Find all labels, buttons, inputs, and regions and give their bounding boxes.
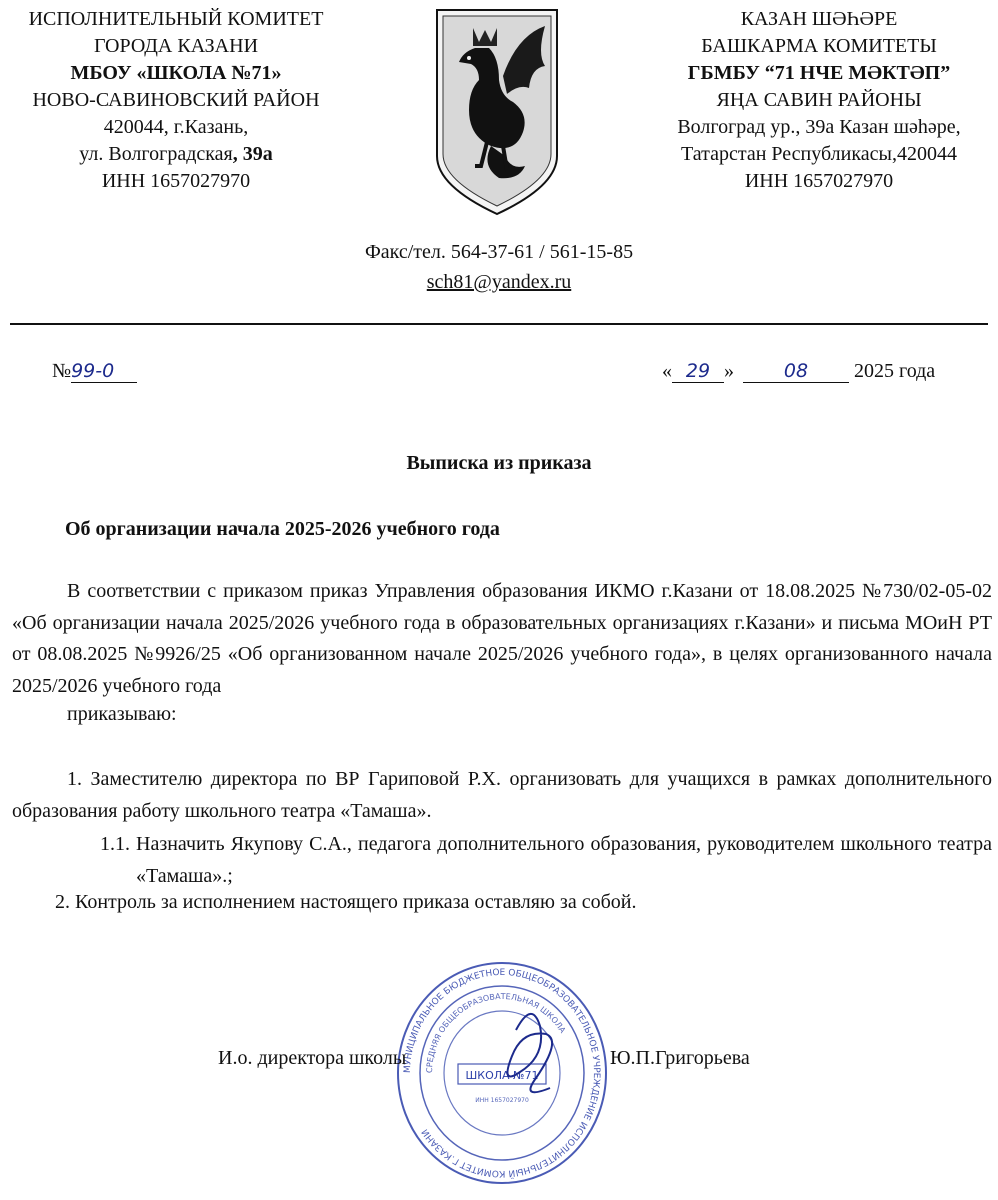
left-org-line2: ГОРОДА КАЗАНИ — [93, 35, 259, 57]
right-republic: Татарстан Республикасы,420044 — [681, 143, 957, 165]
left-postal: 420044, г.Казань, — [103, 116, 249, 138]
order-item-1-1-number: 1.1. — [100, 833, 130, 855]
document-subject: Об организации начала 2025-2026 учебного года — [65, 518, 500, 540]
right-address: Волгоград ур., 39а Казан шәһәре, — [677, 116, 961, 138]
signer-name: Ю.П.Григорьева — [610, 1047, 750, 1069]
number-label: № — [52, 360, 72, 382]
order-item-1-1-text: Назначить Якупову С.А., педагога дополнительного образования, руководителем школьного театра «Тамаша».; — [136, 833, 992, 887]
date-day: 29 — [672, 360, 724, 383]
right-school-name: ГБМБУ “71 НЧЕ МӘКТӘП” — [687, 62, 951, 84]
header-divider — [10, 323, 988, 325]
header-left — [0, 6, 352, 195]
header-right — [640, 6, 998, 195]
right-org-line2: БАШКАРМА КОМИТЕТЫ — [701, 35, 937, 57]
left-street: ул. Волгоградская, 39а — [79, 143, 273, 165]
kazan-coat-of-arms-icon — [433, 6, 561, 218]
right-inn: ИНН 1657027970 — [744, 170, 894, 192]
left-school-name: МБОУ «ШКОЛА №71» — [70, 62, 282, 84]
order-word: приказываю: — [67, 703, 177, 725]
document-date: « 29 » 08 2025 года — [662, 360, 936, 382]
right-district: ЯҢА САВИН РАЙОНЫ — [716, 89, 922, 111]
date-year: 2025 года — [854, 360, 936, 382]
stamp-inn-text: ИНН 1657027970 — [475, 1097, 529, 1104]
preamble — [12, 576, 992, 702]
stamp-inner-ring-text: СРЕДНЯЯ ОБЩЕОБРАЗОВАТЕЛЬНАЯ ШКОЛА — [424, 991, 568, 1074]
order-item-1-1 — [100, 828, 992, 892]
contact-phone: Факс/тел. 564-37-61 / 561-15-85 — [364, 241, 634, 263]
number-value: 99-0 — [71, 360, 137, 383]
document-number — [52, 360, 137, 383]
contact-email-link[interactable]: sch81@yandex.ru — [426, 271, 572, 293]
right-org-line1: КАЗАН ШӘҺӘРЕ — [740, 8, 898, 30]
order-item-1: 1. Заместителю директора по ВР Гариповой Р.Х. организовать для учащихся в рамках дополнительного образования работу школьного театра «Тамаша». — [12, 768, 992, 822]
left-inn: ИНН 1657027970 — [101, 170, 251, 192]
stamp-ring-text: МУНИЦИПАЛЬНОЕ БЮДЖЕТНОЕ ОБЩЕОБРАЗОВАТЕЛЬНОЕ УЧРЕЖДЕНИЕ ИСПОЛНИТЕЛЬНЫЙ КОМИТЕТ Г.КАЗАНИ — [402, 967, 602, 1179]
school-stamp — [396, 960, 608, 1186]
signer-position: И.о. директора школы — [218, 1047, 407, 1069]
date-month: 08 — [743, 360, 849, 383]
stamp-center-text: ШКОЛА №71 — [465, 1069, 539, 1082]
left-org-line1: ИСПОЛНИТЕЛЬНЫЙ КОМИТЕТ — [28, 8, 324, 30]
preamble-text: В соответствии с приказом приказ Управления образования ИКМО г.Казани от 18.08.2025 №730/02-05-02 «Об организации начала 2025/2026 учебного года в образовательных организациях г.Казани» и письма МОиН РТ от 08.08.2025 №9926/25 «Об организованном начале 2025/2026 учебного года», в целях организованного начала 2025/2026 учебного года — [12, 580, 992, 697]
document-title: Выписка из приказа — [406, 452, 592, 474]
left-district: НОВО-САВИНОВСКИЙ РАЙОН — [32, 89, 320, 111]
order-item-2: 2. Контроль за исполнением настоящего приказа оставляю за собой. — [55, 891, 637, 913]
contacts — [0, 237, 998, 297]
